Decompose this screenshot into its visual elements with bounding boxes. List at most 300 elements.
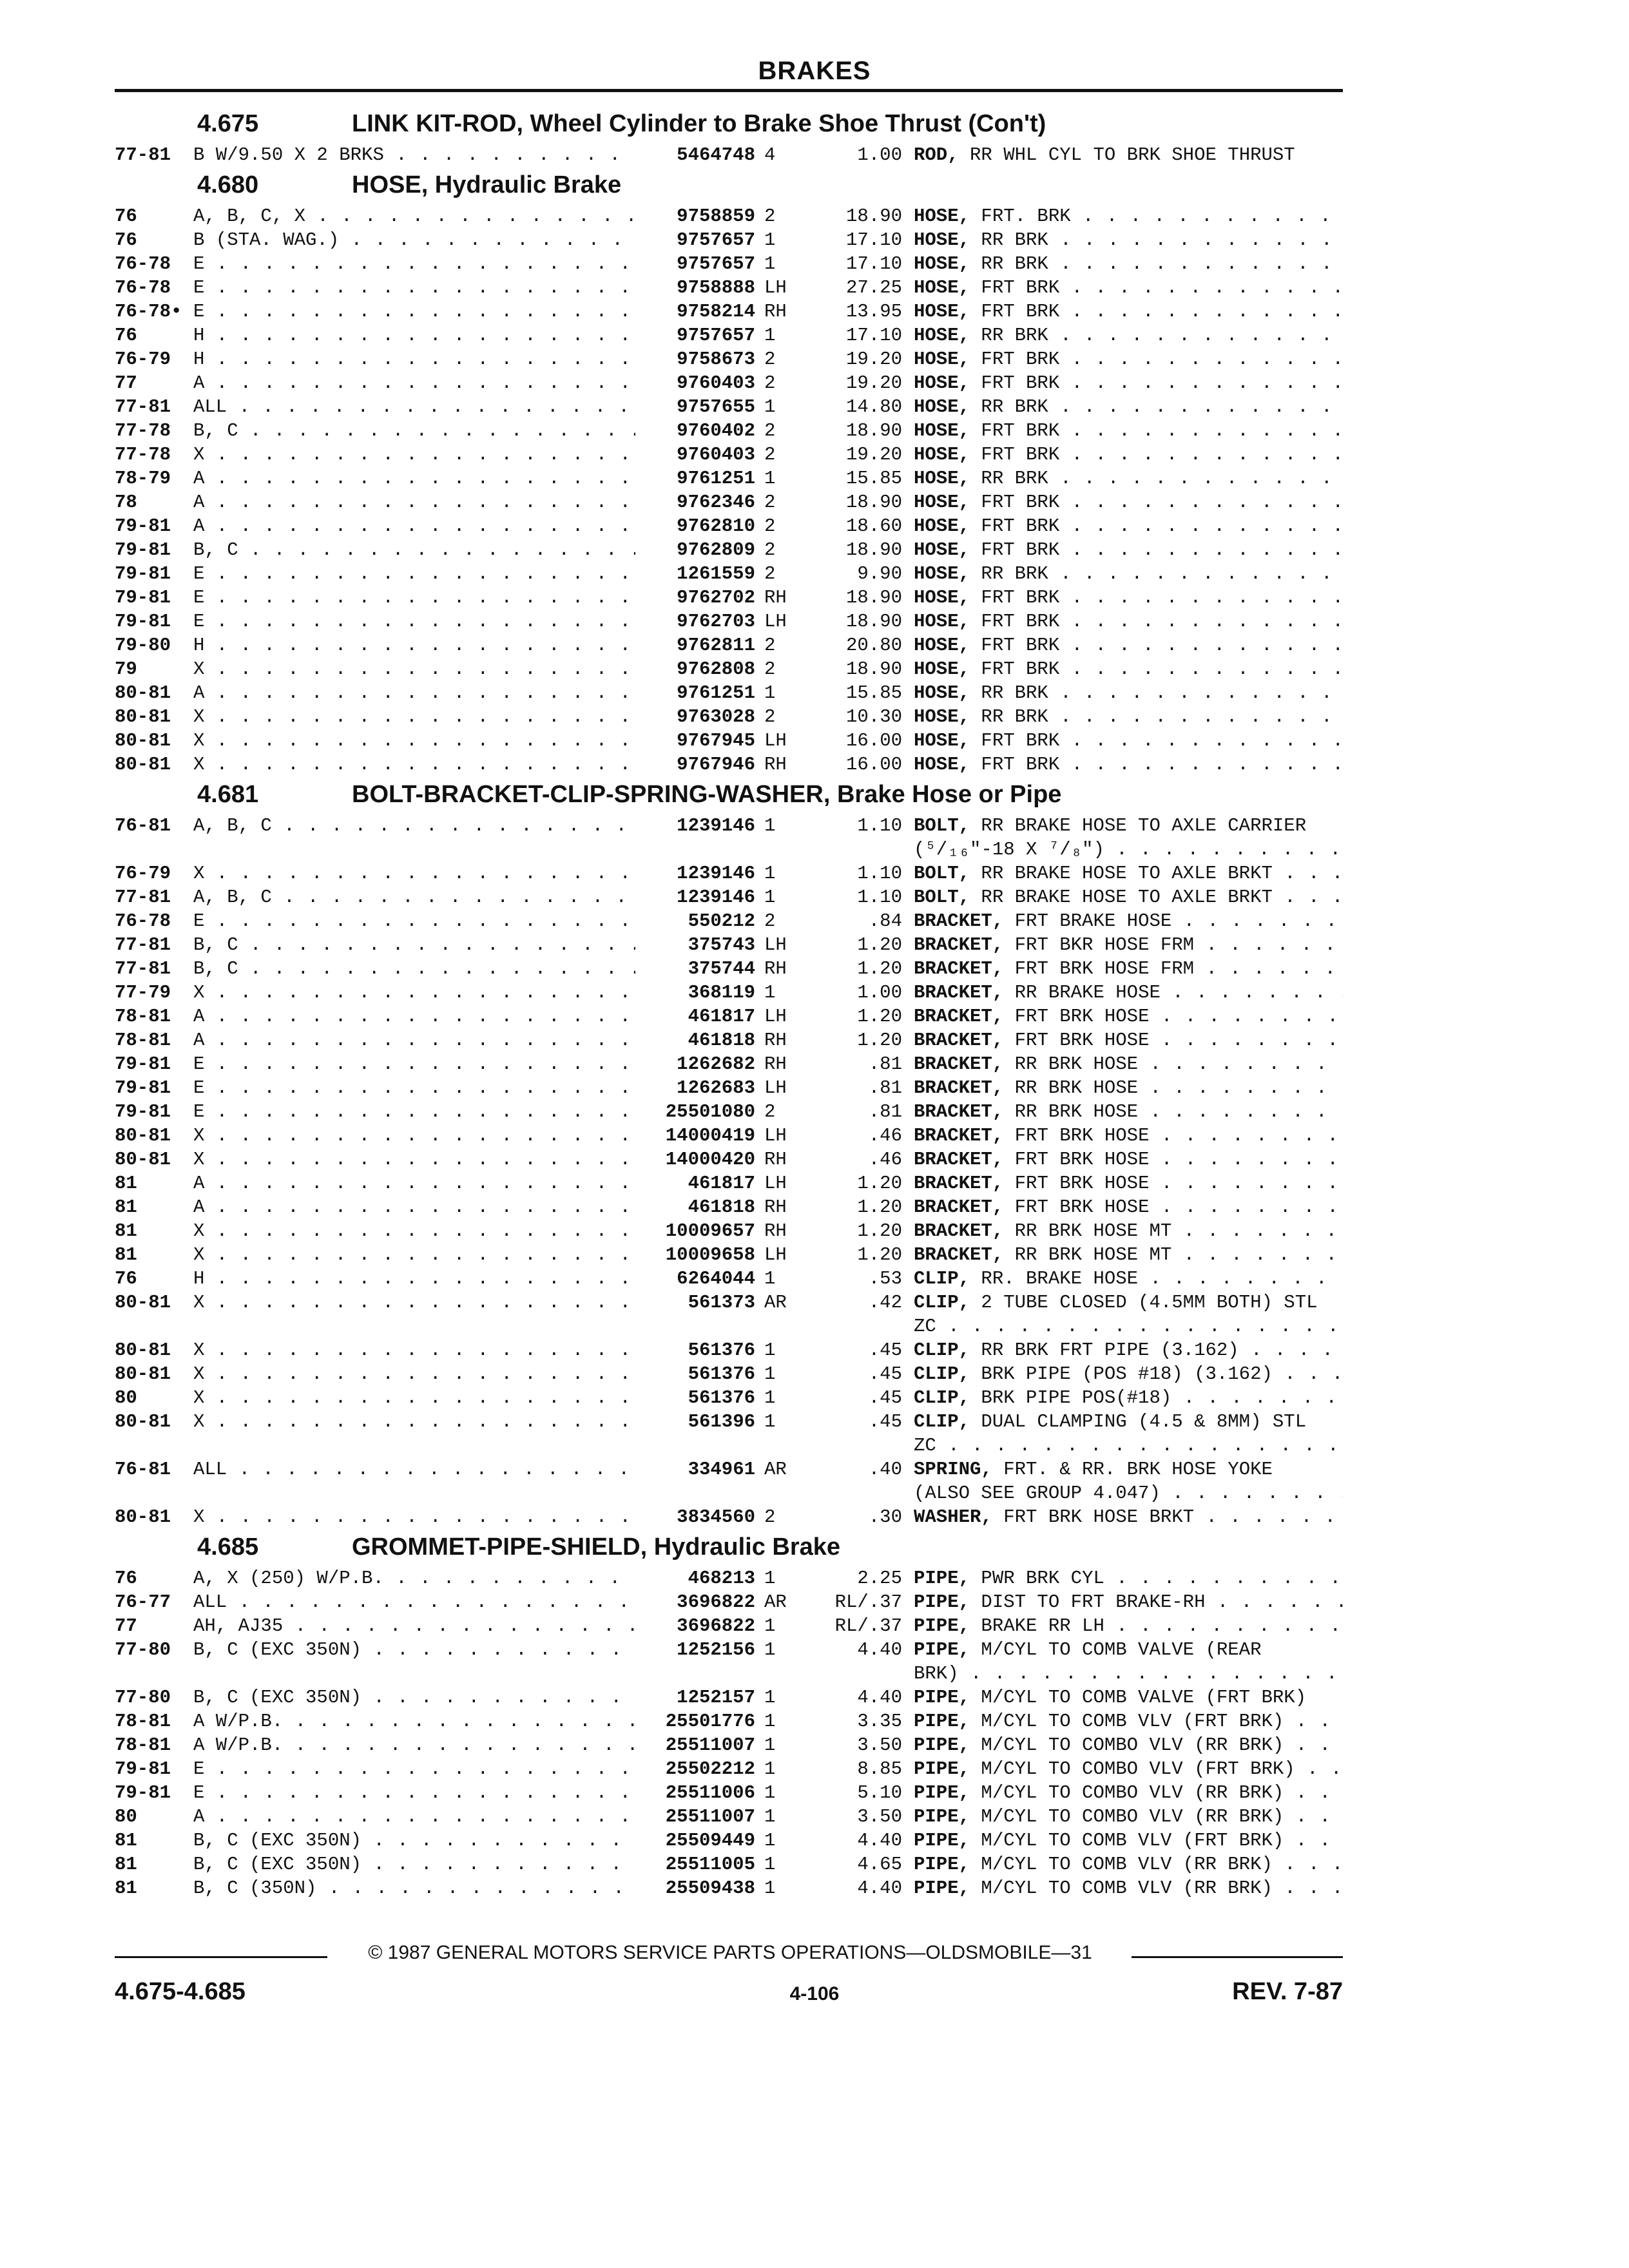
price: 8.85 (857, 1758, 902, 1780)
part-description (914, 1733, 1343, 1757)
part-number: 9762702 (637, 586, 755, 610)
footer-page-number: 4-106 (789, 1983, 840, 2004)
price: .84 (868, 910, 902, 932)
price: 1.20 (857, 1006, 902, 1027)
part-description (914, 252, 1343, 276)
part-detail: FRT BRK (981, 754, 1060, 775)
model-year: 76 (115, 1268, 137, 1289)
part-row (115, 1124, 1343, 1148)
price: 13.95 (845, 301, 902, 322)
part-detail: M/CYL TO COMB VLV (FRT BRK) (981, 1830, 1284, 1851)
quantity: LH (764, 611, 787, 632)
part-row (115, 633, 1343, 657)
price: 16.00 (845, 754, 902, 775)
model-year: 80-81 (115, 1363, 171, 1385)
part-detail: M/CYL TO COMBO VLV (RR BRK) (981, 1806, 1284, 1827)
part-name: WASHER, (914, 1506, 992, 1528)
body-series: H . . . (193, 347, 635, 371)
part-detail: M/CYL TO COMB VLV (FRT BRK) (981, 1711, 1284, 1732)
part-detail: RR WHL CYL TO BRK SHOE THRUST (970, 144, 1295, 166)
part-detail: DUAL CLAMPING (4.5 & 8MM) STL (981, 1411, 1307, 1432)
model-year: 79-81 (115, 611, 171, 632)
price: 18.90 (845, 420, 902, 441)
model-year: 76-78 (115, 253, 171, 274)
price: 18.90 (845, 611, 902, 632)
body-series: A W/P.B. . . . (193, 1709, 635, 1733)
part-description (914, 1004, 1343, 1028)
model-year: 76-78• (115, 301, 182, 322)
model-year: 81 (115, 1854, 137, 1875)
quantity: 2 (764, 910, 776, 932)
part-name: HOSE, (914, 682, 970, 704)
parts-listing (115, 106, 1343, 1900)
quantity: 2 (764, 563, 776, 584)
part-name: PIPE, (914, 1711, 970, 1732)
quantity: 2 (764, 1506, 776, 1528)
part-name: HOSE, (914, 468, 970, 489)
quantity: 1 (764, 1340, 776, 1361)
model-year: 81 (115, 1196, 137, 1218)
price: .46 (868, 1149, 902, 1170)
section-title: BOLT-BRACKET-CLIP-SPRING-WASHER, Brake Hose or Pipe (352, 781, 1062, 808)
part-detail: FRT BRK (981, 611, 1060, 632)
part-name: HOSE, (914, 301, 970, 322)
part-name: HOSE, (914, 706, 970, 727)
part-row (115, 814, 1343, 838)
part-name: BRACKET, (914, 1125, 1004, 1146)
quantity: 1 (764, 887, 776, 908)
part-number: 10009657 (637, 1219, 755, 1243)
part-name: BRACKET, (914, 1006, 1004, 1027)
quantity: 1 (764, 1411, 776, 1432)
part-number: 561373 (637, 1291, 755, 1314)
part-description (914, 1805, 1343, 1829)
part-number: 9758859 (637, 204, 755, 228)
part-detail: DIST TO FRT BRAKE-RH (981, 1591, 1206, 1613)
quantity: RH (764, 301, 787, 322)
part-detail: FRT BRK HOSE (1014, 1173, 1150, 1194)
part-description (914, 143, 1343, 167)
body-series: A, B, C . . . (193, 814, 635, 838)
part-name: PIPE, (914, 1591, 970, 1613)
part-description (914, 1100, 1343, 1124)
body-series: X . . . (193, 1219, 635, 1243)
part-row (115, 143, 1343, 167)
part-name: HOSE, (914, 563, 970, 584)
part-row (115, 957, 1343, 981)
part-row (115, 1386, 1343, 1410)
body-series: E . . . (193, 1076, 635, 1100)
part-description (914, 1291, 1343, 1314)
model-year: 79-81 (115, 1053, 171, 1075)
part-row (115, 1686, 1343, 1709)
part-row (115, 1219, 1343, 1243)
part-name: CLIP, (914, 1292, 970, 1313)
part-name: PIPE, (914, 1782, 970, 1803)
price: 1.00 (857, 982, 902, 1003)
model-year: 79-81 (115, 563, 171, 584)
part-name: BOLT, (914, 863, 970, 884)
part-description (914, 419, 1343, 443)
part-description (914, 371, 1343, 395)
model-year: 78-79 (115, 468, 171, 489)
part-description (914, 1876, 1343, 1900)
part-name: BRACKET, (914, 1101, 1004, 1122)
section-title: LINK KIT-ROD, Wheel Cylinder to Brake Shoe Thrust (Con't) (352, 110, 1046, 137)
body-series: H . . . (193, 633, 635, 657)
quantity: LH (764, 1006, 787, 1027)
part-number: 3696822 (637, 1614, 755, 1638)
part-detail: RR BRK HOSE (1014, 1053, 1139, 1075)
part-name: CLIP, (914, 1268, 970, 1289)
part-name: PIPE, (914, 1568, 970, 1589)
part-number: 1239146 (637, 885, 755, 909)
part-description (914, 538, 1343, 562)
part-number: 9762808 (637, 657, 755, 681)
part-detail: FRT BRK (981, 515, 1060, 537)
part-description (914, 933, 1343, 957)
body-series: A . . . (193, 466, 635, 490)
part-name: HOSE, (914, 658, 970, 680)
body-series: A . . . (193, 681, 635, 705)
price: 18.90 (845, 539, 902, 561)
part-name: HOSE, (914, 730, 970, 751)
price: 18.90 (845, 658, 902, 680)
part-number: 25511007 (637, 1805, 755, 1829)
part-description (914, 1434, 1343, 1457)
part-detail: FRT BRK HOSE (1014, 1006, 1150, 1027)
quantity: RH (764, 1220, 787, 1242)
quantity: 1 (764, 1639, 776, 1660)
part-row (115, 1852, 1343, 1876)
model-year: 76 (115, 325, 137, 346)
part-name: HOSE, (914, 253, 970, 274)
body-series: A, B, C, X . . . (193, 204, 635, 228)
body-series: A . . . (193, 1805, 635, 1829)
part-name: BRACKET, (914, 1244, 1004, 1265)
part-number: 9767945 (637, 729, 755, 753)
part-description (914, 514, 1343, 538)
part-description (914, 1614, 1343, 1638)
footer-revision: REV. 7-87 (1232, 1978, 1343, 2005)
quantity: 1 (764, 229, 776, 251)
body-series: X . . . (193, 1362, 635, 1386)
part-name: HOSE, (914, 206, 970, 227)
body-series: B, C (EXC 350N) . . . (193, 1829, 635, 1852)
model-year: 80-81 (115, 754, 171, 775)
price: 10.30 (845, 706, 902, 727)
price: 1.20 (857, 1030, 902, 1051)
part-detail: RR BRAKE HOSE TO AXLE BRKT (981, 887, 1273, 908)
part-name: BRACKET, (914, 1173, 1004, 1194)
part-description (914, 1852, 1343, 1876)
price: 4.40 (857, 1687, 902, 1708)
part-row-continuation (115, 1481, 1343, 1505)
model-year: 80-81 (115, 1506, 171, 1528)
part-detail: RR BRK HOSE (1014, 1101, 1139, 1122)
part-number: 14000420 (637, 1148, 755, 1171)
body-series: X . . . (193, 657, 635, 681)
part-number: 461818 (637, 1195, 755, 1219)
part-row (115, 1410, 1343, 1434)
part-number: 9757657 (637, 252, 755, 276)
part-detail: 2 TUBE CLOSED (4.5MM BOTH) STL (981, 1292, 1318, 1313)
part-description (914, 347, 1343, 371)
body-series: X . . . (193, 729, 635, 753)
quantity: 1 (764, 396, 776, 418)
part-name: PIPE, (914, 1806, 970, 1827)
quantity: LH (764, 1077, 787, 1099)
part-name: HOSE, (914, 325, 970, 346)
part-description (914, 1457, 1343, 1481)
part-name: HOSE, (914, 229, 970, 251)
part-row (115, 1781, 1343, 1805)
price: 14.80 (845, 396, 902, 418)
part-row (115, 1805, 1343, 1829)
part-row (115, 1829, 1343, 1852)
part-number: 9762346 (637, 490, 755, 514)
part-row (115, 1757, 1343, 1781)
quantity: 1 (764, 682, 776, 704)
part-detail: RR BRK (981, 468, 1048, 489)
part-detail: FRT BRK HOSE (1014, 1196, 1150, 1218)
part-name: BOLT, (914, 815, 970, 836)
part-description (914, 1076, 1343, 1100)
body-series: X . . . (193, 1243, 635, 1267)
quantity: 2 (764, 539, 776, 561)
model-year: 81 (115, 1244, 137, 1265)
body-series: A . . . (193, 371, 635, 395)
part-name: PIPE, (914, 1735, 970, 1756)
model-year: 80-81 (115, 706, 171, 727)
quantity: 4 (764, 144, 776, 166)
model-year: 80-81 (115, 1340, 171, 1361)
part-detail: RR BRK (981, 682, 1048, 704)
part-row (115, 514, 1343, 538)
part-description (914, 1124, 1343, 1148)
part-name: PIPE, (914, 1615, 970, 1637)
part-row (115, 443, 1343, 466)
model-year: 79-81 (115, 539, 171, 561)
price: RL/.37 (834, 1591, 902, 1613)
quantity: RH (764, 1030, 787, 1051)
price: 18.90 (845, 492, 902, 513)
price: 1.20 (857, 958, 902, 979)
price: 17.10 (845, 229, 902, 251)
part-description (914, 1148, 1343, 1171)
quantity: 1 (764, 325, 776, 346)
part-name: HOSE, (914, 587, 970, 608)
part-description (914, 1686, 1343, 1709)
part-detail: FRT BRK (981, 658, 1060, 680)
quantity: AR (764, 1459, 787, 1480)
body-series: A . . . (193, 1171, 635, 1195)
part-name: BRACKET, (914, 1053, 1004, 1075)
model-year: 76-81 (115, 1459, 171, 1480)
part-name: BRACKET, (914, 1030, 1004, 1051)
quantity: LH (764, 277, 787, 298)
price: 3.50 (857, 1735, 902, 1756)
body-series: A . . . (193, 490, 635, 514)
part-row (115, 466, 1343, 490)
model-year: 79-81 (115, 515, 171, 537)
body-series: E . . . (193, 1781, 635, 1805)
model-year: 79 (115, 658, 137, 680)
price: 1.20 (857, 1220, 902, 1242)
part-name: ROD, (914, 144, 959, 166)
part-description (914, 300, 1343, 323)
part-detail: RR BRK (981, 563, 1048, 584)
price: 9.90 (857, 563, 902, 584)
price: 1.20 (857, 934, 902, 956)
part-detail: FRT BRK (981, 635, 1060, 656)
part-description (914, 1662, 1343, 1686)
part-number: 25509449 (637, 1829, 755, 1852)
part-number: 9757657 (637, 323, 755, 347)
price: .46 (868, 1125, 902, 1146)
quantity: 1 (764, 1711, 776, 1732)
quantity: 1 (764, 1878, 776, 1899)
part-description (914, 705, 1343, 729)
price: 3.50 (857, 1806, 902, 1827)
quantity: 2 (764, 706, 776, 727)
body-series: H . . . (193, 323, 635, 347)
part-description (914, 1267, 1343, 1291)
body-series: B, C . . . (193, 419, 635, 443)
part-name: BRACKET, (914, 1077, 1004, 1099)
model-year: 80 (115, 1806, 137, 1827)
quantity: 2 (764, 349, 776, 370)
part-name: HOSE, (914, 396, 970, 418)
model-year: 77 (115, 372, 137, 394)
body-series: B (STA. WAG.) . . . (193, 228, 635, 252)
part-name: CLIP, (914, 1363, 970, 1385)
body-series: X . . . (193, 1505, 635, 1529)
price: 1.20 (857, 1244, 902, 1265)
part-number: 461818 (637, 1028, 755, 1052)
part-description (914, 1195, 1343, 1219)
price: 1.00 (857, 144, 902, 166)
price: 27.25 (845, 277, 902, 298)
part-detail: FRT BRK HOSE FRM (1014, 958, 1195, 979)
part-description (914, 753, 1343, 776)
part-row (115, 300, 1343, 323)
model-year: 76-81 (115, 815, 171, 836)
price: 17.10 (845, 325, 902, 346)
price: 1.20 (857, 1173, 902, 1194)
part-detail: RR. BRAKE HOSE (981, 1268, 1139, 1289)
body-series: ALL . . . (193, 395, 635, 419)
part-detail: M/CYL TO COMB VLV (RR BRK) (981, 1854, 1273, 1875)
part-description (914, 885, 1343, 909)
body-series: B, C (EXC 350N) . . . (193, 1852, 635, 1876)
quantity: 1 (764, 1782, 776, 1803)
part-description (914, 657, 1343, 681)
part-description (914, 1386, 1343, 1410)
part-row-continuation (115, 1314, 1343, 1338)
model-year: 76-78 (115, 910, 171, 932)
price: 1.20 (857, 1196, 902, 1218)
part-row (115, 371, 1343, 395)
part-detail: BRK PIPE POS(#18) (981, 1387, 1172, 1408)
part-number: 368119 (637, 981, 755, 1004)
section-number: 4.685 (197, 1533, 259, 1561)
price: .45 (868, 1340, 902, 1361)
part-row (115, 395, 1343, 419)
part-number: 3696822 (637, 1590, 755, 1614)
part-row (115, 1148, 1343, 1171)
part-name: PIPE, (914, 1830, 970, 1851)
price: .45 (868, 1387, 902, 1408)
part-row (115, 228, 1343, 252)
quantity: 1 (764, 982, 776, 1003)
part-name: HOSE, (914, 277, 970, 298)
quantity: 1 (764, 253, 776, 274)
part-row-continuation (115, 1662, 1343, 1686)
part-row (115, 1100, 1343, 1124)
part-row (115, 1267, 1343, 1291)
part-row (115, 1505, 1343, 1529)
part-row (115, 1291, 1343, 1314)
part-description (914, 204, 1343, 228)
part-detail: FRT BRK HOSE (1014, 1125, 1150, 1146)
part-number: 1239146 (637, 814, 755, 838)
section-number: 4.680 (197, 171, 259, 198)
quantity: 2 (764, 515, 776, 537)
body-series: AH, AJ35 . . . (193, 1614, 635, 1638)
model-year: 77-80 (115, 1639, 171, 1660)
model-year: 80 (115, 1387, 137, 1408)
price: 19.20 (845, 372, 902, 394)
part-name: BRACKET, (914, 1149, 1004, 1170)
part-number: 9767946 (637, 753, 755, 776)
part-row (115, 657, 1343, 681)
quantity: RH (764, 754, 787, 775)
part-row (115, 586, 1343, 610)
body-series: E . . . (193, 610, 635, 633)
part-row (115, 909, 1343, 933)
footer-copyright: © 1987 GENERAL MOTORS SERVICE PARTS OPERATIONS—OLDSMOBILE—31 (368, 1942, 1092, 1963)
model-year: 79-81 (115, 1077, 171, 1099)
quantity: 1 (764, 863, 776, 884)
part-row (115, 1638, 1343, 1662)
body-series: A . . . (193, 1195, 635, 1219)
part-name: PIPE, (914, 1854, 970, 1875)
part-description (914, 1052, 1343, 1076)
part-number: 9757655 (637, 395, 755, 419)
part-name: HOSE, (914, 515, 970, 537)
part-name: BRACKET, (914, 1220, 1004, 1242)
part-number: 9757657 (637, 228, 755, 252)
body-series: A, B, C . . . (193, 885, 635, 909)
part-detail: RR BRK (981, 325, 1048, 346)
body-series: B W/9.50 X 2 BRKS . . . (193, 143, 635, 167)
price: 4.40 (857, 1830, 902, 1851)
price: RL/.37 (834, 1615, 902, 1637)
part-number: 1252156 (637, 1638, 755, 1662)
model-year: 80-81 (115, 1292, 171, 1313)
part-name: HOSE, (914, 372, 970, 394)
price: 4.65 (857, 1854, 902, 1875)
part-row (115, 933, 1343, 957)
part-row (115, 861, 1343, 885)
part-name: HOSE, (914, 444, 970, 465)
part-detail: FRT BRK HOSE BRKT (1003, 1506, 1195, 1528)
part-description (914, 276, 1343, 300)
part-description (914, 1638, 1343, 1662)
body-series: E . . . (193, 252, 635, 276)
price: 18.60 (845, 515, 902, 537)
